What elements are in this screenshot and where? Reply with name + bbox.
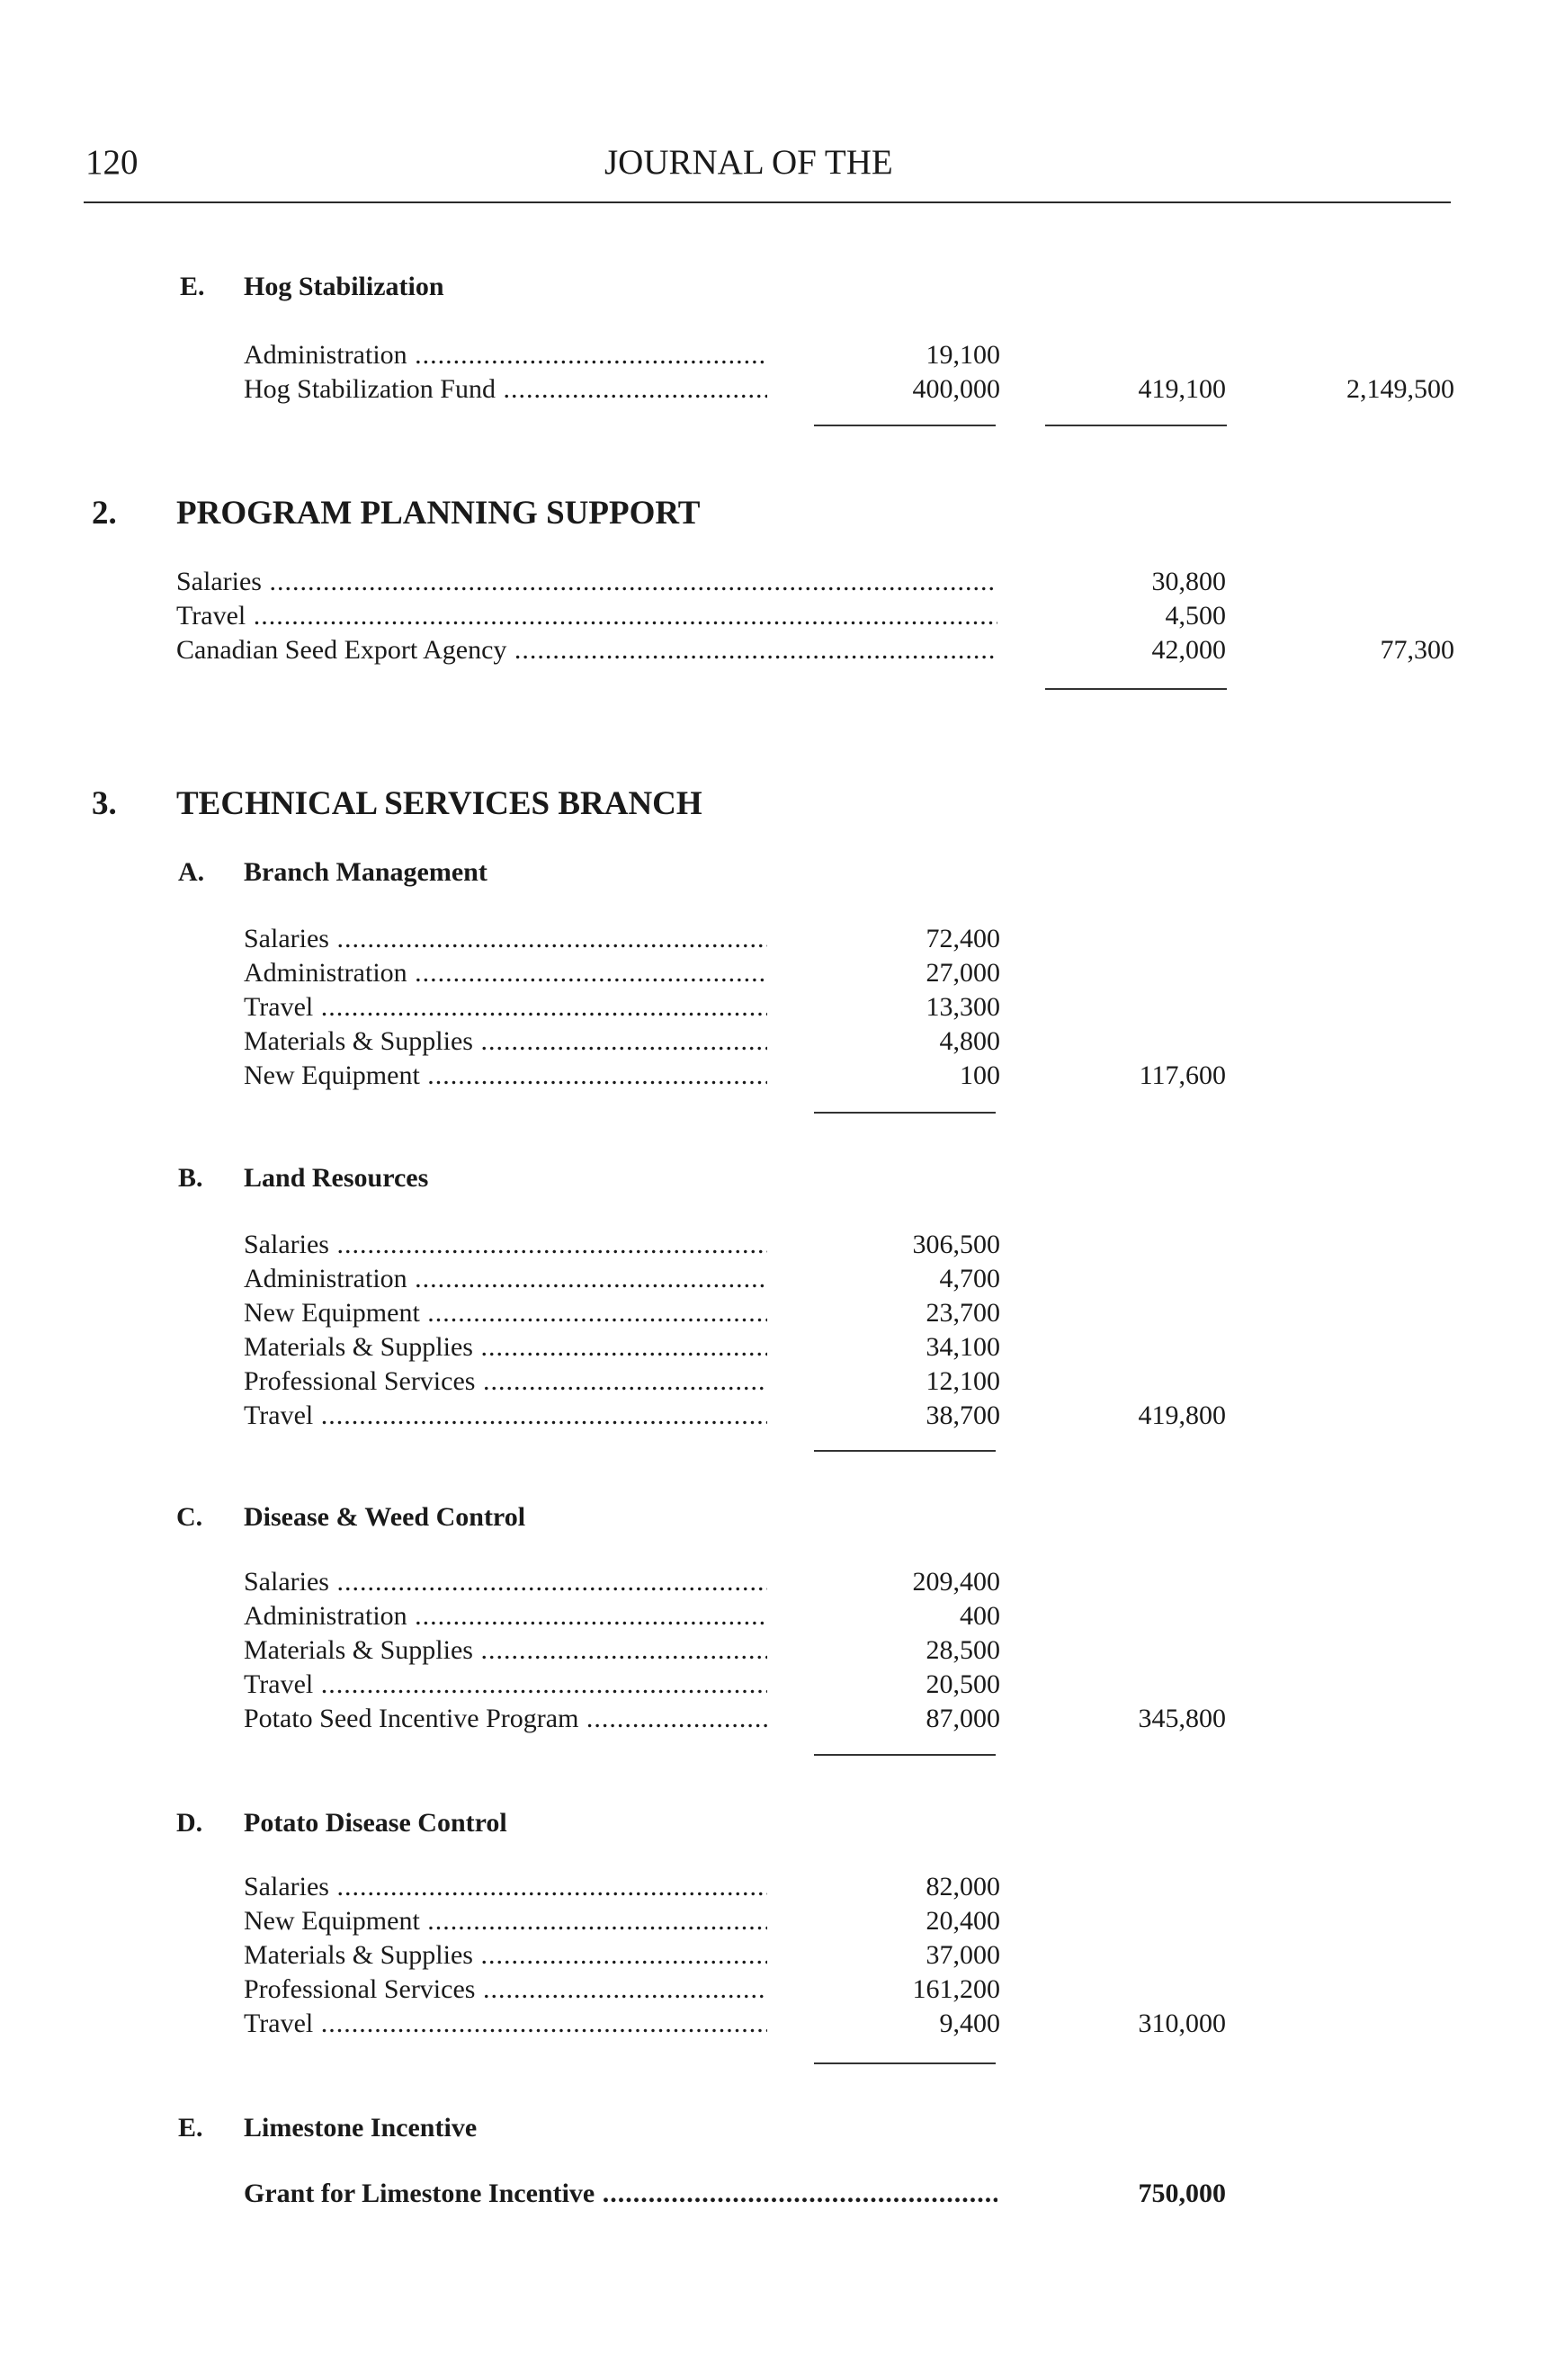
program-title: PROGRAM PLANNING SUPPORT (176, 495, 701, 532)
disease-rule (814, 1754, 996, 1756)
branch-item-amount: 100 (960, 1060, 1000, 1090)
land-item-amount: 23,700 (926, 1298, 1000, 1328)
branch-item-label: Materials & Supplies ..... (244, 1026, 767, 1057)
potato-item-amount: 82,000 (926, 1872, 1000, 1901)
disease-item-label: Administration ..... (244, 1601, 767, 1632)
potato-item-amount: 20,400 (926, 1906, 1000, 1936)
branch-item-label: Travel ..... (244, 992, 767, 1023)
land-item-label: New Equipment ..... (244, 1298, 767, 1329)
potato-item-label: Materials & Supplies ..... (244, 1940, 767, 1971)
potato-title: Potato Disease Control (244, 1808, 507, 1838)
branch-letter: A. (178, 857, 205, 887)
hog-item-label: Hog Stabilization Fund ..... (244, 374, 767, 405)
limestone-grant-label: Grant for Limestone Incentive ..... (244, 2179, 997, 2209)
potato-letter: D. (176, 1808, 203, 1838)
hog-item-label: Administration ..... (244, 340, 767, 371)
limestone-grant-amount: 750,000 (1138, 2179, 1226, 2208)
branch-item-amount: 72,400 (926, 924, 1000, 953)
disease-item-amount: 87,000 (926, 1704, 1000, 1733)
program-item-amount: 42,000 (1151, 635, 1226, 665)
disease-item-label: Potato Seed Incentive Program ..... (244, 1704, 767, 1734)
land-item-amount: 306,500 (912, 1230, 1000, 1259)
land-title: Land Resources (244, 1163, 429, 1193)
hog-letter: E. (180, 272, 205, 301)
branch-subtotal: 117,600 (1139, 1060, 1226, 1090)
program-item-label: Travel ..... (176, 601, 997, 631)
potato-item-amount: 9,400 (939, 2009, 1000, 2038)
hog-title: Hog Stabilization (244, 272, 444, 301)
land-item-amount: 38,700 (926, 1400, 1000, 1430)
limestone-letter: E. (178, 2113, 203, 2143)
hog-rule-1 (814, 425, 996, 426)
land-item-amount: 4,700 (939, 1264, 1000, 1293)
potato-item-label: Professional Services ..... (244, 1974, 767, 2005)
potato-item-label: Salaries ..... (244, 1872, 767, 1902)
hog-item-amount: 400,000 (912, 374, 1000, 404)
disease-item-amount: 20,500 (926, 1669, 1000, 1699)
program-item-amount: 4,500 (1165, 601, 1226, 631)
branch-item-label: Salaries ..... (244, 924, 767, 954)
branch-item-amount: 13,300 (926, 992, 1000, 1022)
branch-rule (814, 1112, 996, 1114)
potato-item-label: New Equipment ..... (244, 1906, 767, 1937)
disease-item-label: Salaries ..... (244, 1567, 767, 1597)
program-item-label: Canadian Seed Export Agency ..... (176, 635, 997, 666)
disease-letter: C. (176, 1502, 203, 1532)
hog-item-amount: 19,100 (926, 340, 1000, 370)
land-item-label: Salaries ..... (244, 1230, 767, 1260)
land-rule (814, 1450, 996, 1452)
program-item-label: Salaries ..... (176, 567, 997, 597)
branch-item-label: Administration ..... (244, 958, 767, 989)
disease-item-label: Materials & Supplies ..... (244, 1635, 767, 1666)
land-item-label: Materials & Supplies ..... (244, 1332, 767, 1363)
land-item-amount: 34,100 (926, 1332, 1000, 1362)
potato-rule (814, 2062, 996, 2064)
land-item-amount: 12,100 (926, 1366, 1000, 1396)
branch-item-amount: 4,800 (939, 1026, 1000, 1056)
disease-item-amount: 209,400 (912, 1567, 1000, 1597)
program-total: 77,300 (1380, 635, 1454, 665)
limestone-title: Limestone Incentive (244, 2113, 478, 2143)
land-letter: B. (178, 1163, 203, 1193)
land-item-label: Travel ..... (244, 1400, 767, 1431)
technical-number: 3. (92, 785, 117, 822)
disease-subtotal: 345,800 (1138, 1704, 1226, 1733)
hog-rule-2 (1045, 425, 1227, 426)
hog-total: 2,149,500 (1346, 374, 1454, 404)
potato-subtotal: 310,000 (1138, 2009, 1226, 2038)
program-rule (1045, 688, 1227, 690)
branch-item-label: New Equipment ..... (244, 1060, 767, 1091)
technical-title: TECHNICAL SERVICES BRANCH (176, 785, 702, 822)
journal-title: JOURNAL OF THE (604, 143, 893, 182)
potato-item-label: Travel ..... (244, 2009, 767, 2039)
branch-title: Branch Management (244, 857, 487, 887)
program-number: 2. (92, 495, 117, 532)
disease-item-label: Travel ..... (244, 1669, 767, 1700)
land-item-label: Professional Services ..... (244, 1366, 767, 1397)
potato-item-amount: 161,200 (912, 1974, 1000, 2004)
disease-item-amount: 28,500 (926, 1635, 1000, 1665)
hog-subtotal: 419,100 (1138, 374, 1226, 404)
header-rule (84, 201, 1451, 203)
land-subtotal: 419,800 (1138, 1400, 1226, 1430)
disease-item-amount: 400 (960, 1601, 1000, 1631)
land-item-label: Administration ..... (244, 1264, 767, 1294)
program-item-amount: 30,800 (1151, 567, 1226, 596)
page-number: 120 (85, 143, 139, 182)
disease-title: Disease & Weed Control (244, 1502, 526, 1532)
branch-item-amount: 27,000 (926, 958, 1000, 988)
potato-item-amount: 37,000 (926, 1940, 1000, 1970)
